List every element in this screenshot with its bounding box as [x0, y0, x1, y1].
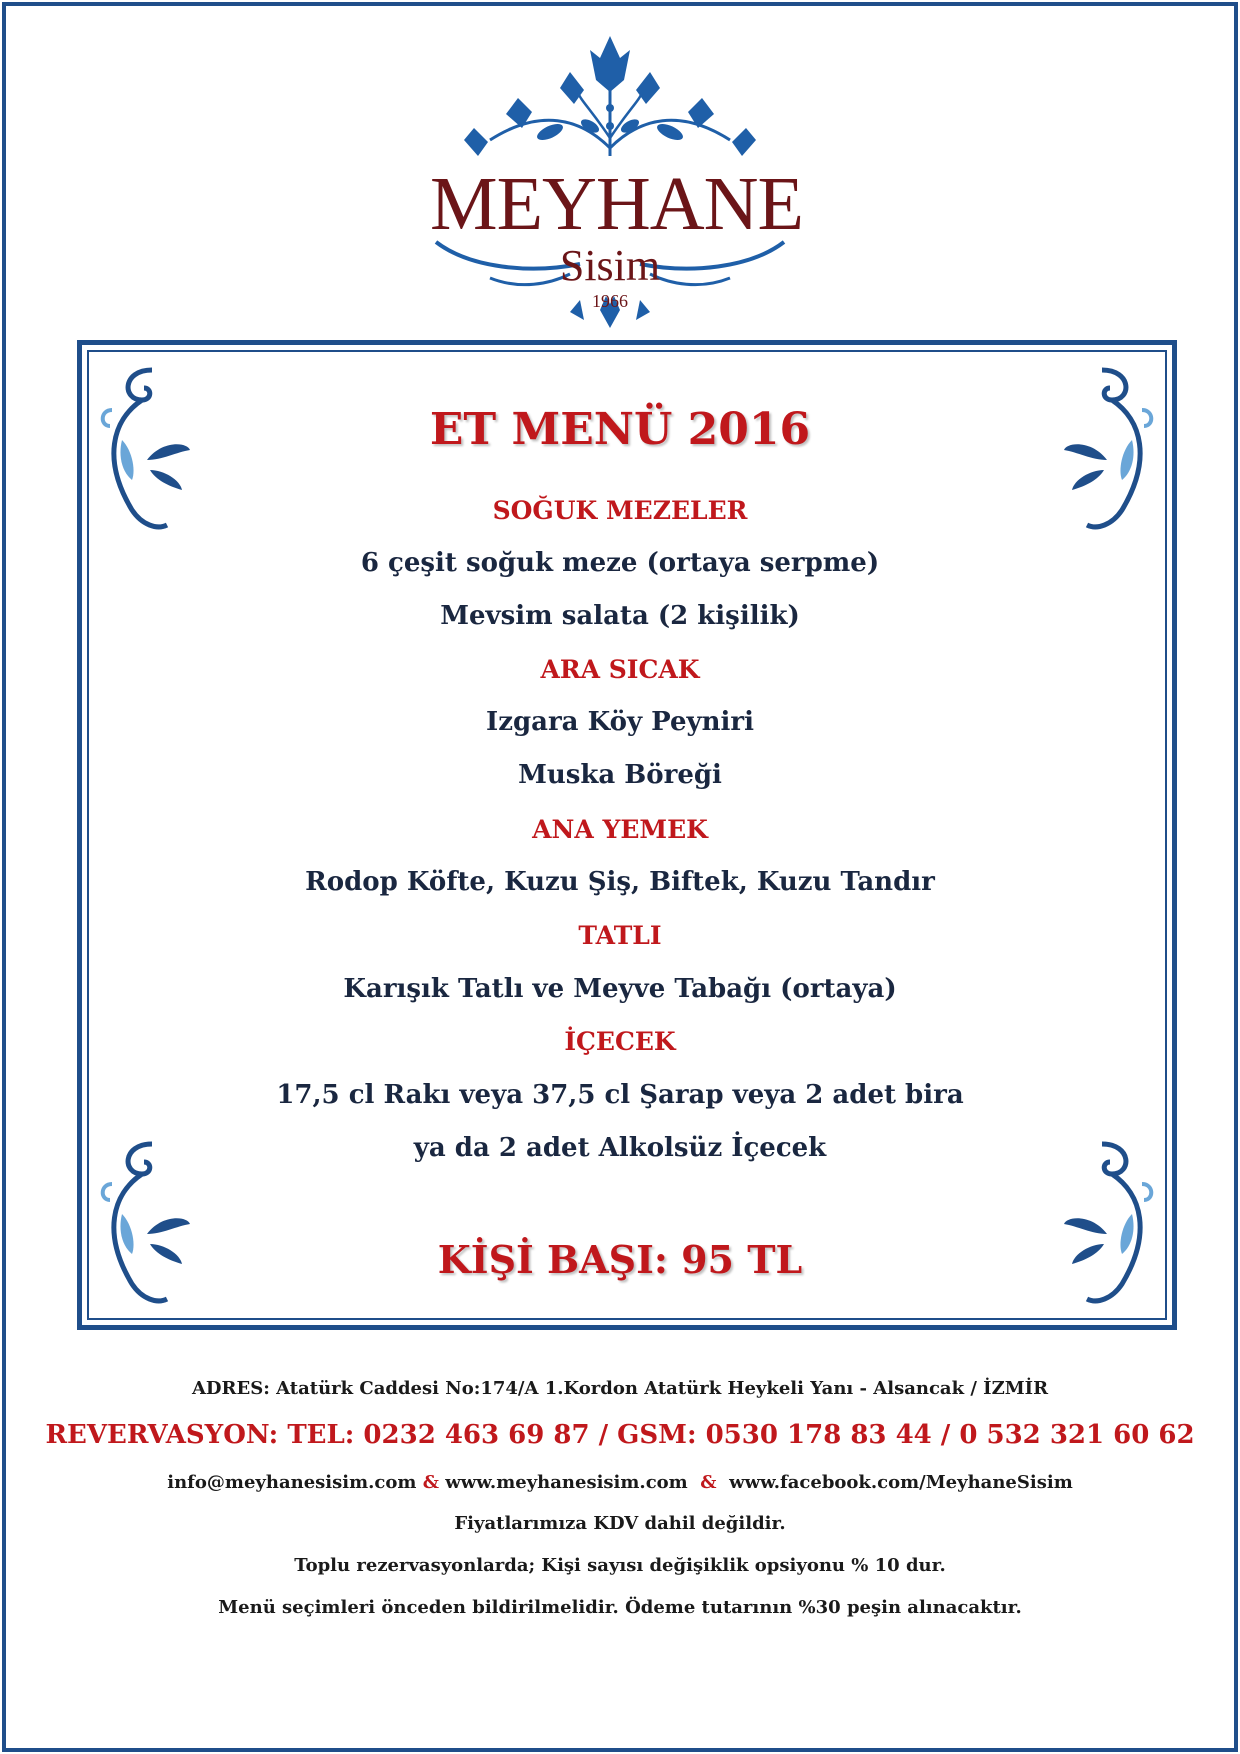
section-heading-icecek: İÇECEK: [564, 1027, 676, 1056]
note-payment: Menü seçimleri önceden bildirilmelidir. Ödeme tutarının %30 peşin alınacaktır.: [218, 1597, 1022, 1618]
price-per-person: KİŞİ BAŞI: 95 TL: [437, 1237, 803, 1282]
menu-item: 6 çeşit soğuk meze (ortaya serpme): [360, 548, 880, 578]
menu-item: Muska Böreği: [518, 760, 722, 790]
address: ADRES: Atatürk Caddesi No:174/A 1.Kordon Atatürk Heykeli Yanı - Alsancak / İZMİR: [191, 1378, 1049, 1399]
section-heading-ara-sicak: ARA SICAK: [540, 655, 700, 684]
email-link[interactable]: info@meyhanesisim.com: [167, 1472, 417, 1493]
note-group-reservation: Toplu rezervasyonlarda; Kişi sayısı değişiklik opsiyonu % 10 dur.: [294, 1555, 946, 1576]
menu-item: 17,5 cl Rakı veya 37,5 cl Şarap veya 2 adet bira: [276, 1080, 964, 1110]
facebook-link[interactable]: www.facebook.com/MeyhaneSisim: [729, 1472, 1073, 1493]
menu-item: Mevsim salata (2 kişilik): [440, 601, 800, 631]
logo-subtitle: Sisim: [559, 241, 661, 290]
menu-item: ya da 2 adet Alkolsüz İçecek: [413, 1133, 827, 1163]
logo-wordmark: MEYHANE: [430, 162, 803, 246]
corner-flourish-icon: [1062, 1134, 1162, 1314]
logo: [430, 28, 803, 328]
ampersand: &: [422, 1472, 439, 1493]
menu-item: Karışık Tatlı ve Meyve Tabağı (ortaya): [343, 974, 897, 1004]
note-vat: Fiyatlarımıza KDV dahil değildir.: [454, 1513, 786, 1534]
menu-item: Rodop Köfte, Kuzu Şiş, Biftek, Kuzu Tandır: [305, 867, 935, 897]
logo-year: 1966: [592, 291, 628, 311]
reservation-phones: REVERVASYON: TEL: 0232 463 69 87 / GSM: 0530 178 83 44 / 0 532 321 60 62: [45, 1420, 1195, 1450]
ampersand: &: [700, 1472, 717, 1493]
menu-title: ET MENÜ 2016: [429, 404, 811, 455]
section-heading-ana-yemek: ANA YEMEK: [532, 815, 708, 844]
contact-links: [0, 1474, 1240, 1492]
section-heading-soguk-mezeler: SOĞUK MEZELER: [492, 496, 748, 525]
website-link[interactable]: www.meyhanesisim.com: [445, 1472, 688, 1493]
menu-item: Izgara Köy Peyniri: [486, 707, 754, 737]
corner-flourish-icon: [92, 1134, 192, 1314]
section-heading-tatli: TATLI: [578, 921, 662, 950]
